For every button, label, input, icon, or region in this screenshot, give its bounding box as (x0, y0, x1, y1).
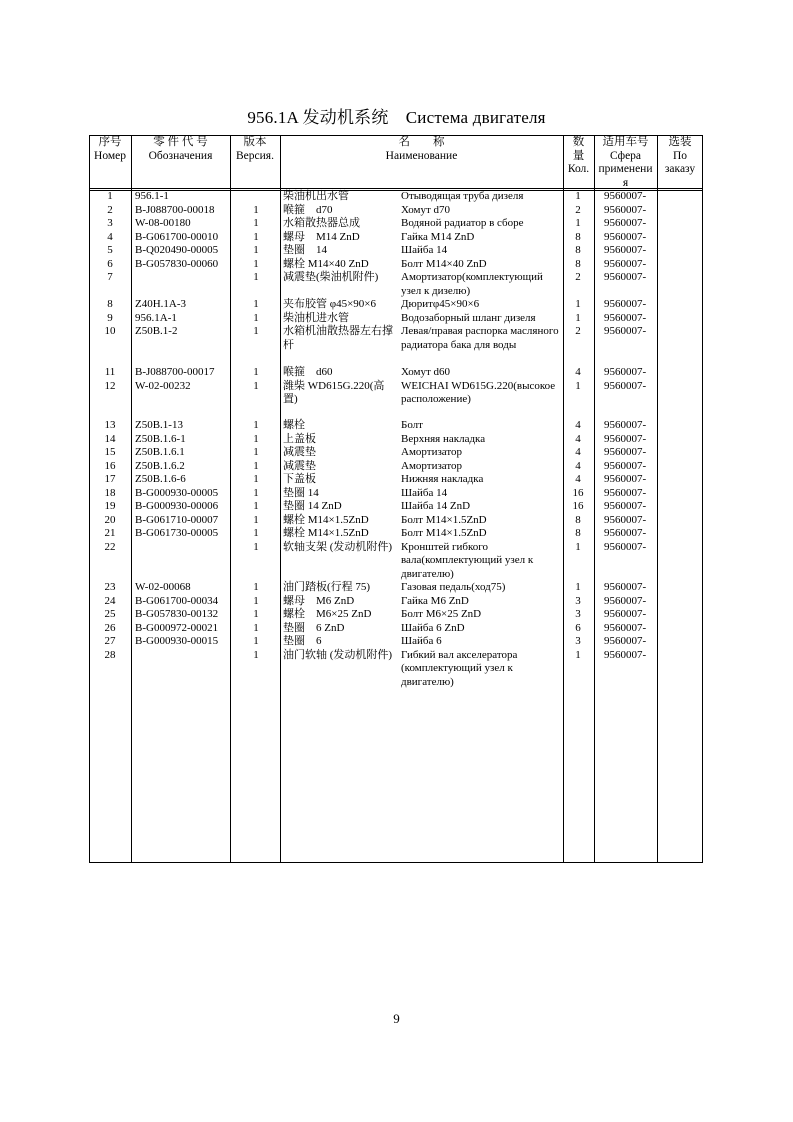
header-optional-l1: 选装 (668, 136, 692, 148)
header-application-l4: я (622, 176, 629, 189)
row-application: 9560007- (604, 608, 647, 620)
row-version: 1 (253, 635, 259, 647)
row-name-ru: Водозаборный шланг дизеля (401, 311, 536, 324)
row-application: 9560007- (604, 325, 647, 337)
row-name-cn: 螺母 M14 ZnD (283, 230, 360, 243)
row-number: 7 (107, 271, 113, 283)
row-name-ru: WEICHAI WD615G.220(высокое расположение) (401, 379, 556, 405)
row-application: 9560007- (604, 298, 647, 310)
row-quantity: 1 (575, 379, 581, 392)
row-number: 12 (104, 379, 116, 392)
row-name-cn: 上盖板 (283, 432, 316, 445)
row-version: 1 (253, 594, 259, 607)
row-name-cn: 软轴支架 (发动机附件) (283, 540, 393, 553)
row-name-ru: Болт M14×40 ZnD (401, 257, 487, 270)
row-version: 1 (253, 486, 259, 499)
row-quantity: 3 (575, 635, 581, 647)
row-application: 9560007- (604, 527, 647, 539)
row-number: 19 (104, 500, 116, 512)
row-name-cn: 减震垫(柴油机附件) (283, 271, 379, 283)
row-application: 9560007- (604, 459, 647, 472)
row-number: 10 (104, 325, 116, 337)
row-number: 4 (107, 230, 113, 243)
row-quantity: 3 (575, 594, 581, 607)
row-name-ru: Амортизатор (401, 459, 463, 472)
row-application: 9560007- (604, 540, 647, 553)
row-number: 6 (107, 257, 113, 270)
row-name-cn: 垫圈 14 (283, 486, 319, 499)
row-application: 9560007- (604, 311, 647, 324)
header-optional-l2: По (672, 149, 688, 162)
header-application-l2: Сфера (609, 149, 642, 162)
row-application: 9560007- (604, 379, 647, 392)
row-version: 1 (253, 419, 259, 431)
row-number: 23 (104, 581, 116, 593)
row-name-ru: Шайба 14 (401, 486, 448, 499)
row-name-ru: Водяной радиатор в сборе (401, 217, 524, 229)
row-code: W-02-00068 (135, 581, 191, 593)
row-name-cn: 螺栓 M14×1.5ZnD (283, 527, 369, 539)
row-number: 11 (104, 366, 116, 378)
row-application: 9560007- (604, 203, 647, 216)
row-quantity: 1 (575, 311, 581, 324)
row-version: 1 (253, 271, 259, 283)
header-version-cn: 版本 (243, 136, 267, 148)
row-number: 3 (107, 217, 113, 229)
row-name-cn: 下盖板 (283, 473, 316, 485)
row-application: 9560007- (604, 217, 647, 229)
row-number: 24 (104, 594, 116, 607)
row-name-ru: Газовая педаль(ход75) (401, 581, 506, 593)
row-code: B-G061710-00007 (135, 513, 219, 526)
header-quantity-l2: 量 (572, 149, 585, 162)
row-number: 8 (107, 298, 113, 310)
row-quantity: 8 (575, 244, 581, 256)
row-name-ru: Левая/правая распорка масляного радиатора бака для воды (401, 325, 559, 351)
row-name-ru: Нижняя накладка (401, 473, 484, 485)
row-name-ru: Хомут d70 (401, 203, 451, 216)
row-version: 1 (253, 311, 259, 324)
row-name-cn: 垫圈 6 ZnD (283, 621, 345, 634)
row-version: 1 (253, 432, 259, 445)
row-quantity: 3 (575, 608, 581, 620)
row-code: B-J088700-00018 (135, 203, 215, 216)
row-code: B-G000972-00021 (135, 621, 219, 634)
row-quantity: 4 (575, 459, 581, 472)
row-name-ru: Отыводящая труба дизеля (401, 190, 524, 202)
header-code-cn: 零 件 代 号 (153, 136, 208, 148)
row-version: 1 (253, 513, 259, 526)
row-name-cn: 垫圈 14 (283, 244, 327, 256)
header-optional-l3: заказу (664, 163, 696, 175)
row-quantity: 16 (572, 500, 584, 512)
row-number: 17 (104, 473, 116, 485)
row-name-ru: Гайка M6 ZnD (401, 594, 469, 607)
row-name-ru: Амортизатор (401, 446, 463, 458)
header-version (230, 136, 280, 163)
parts-table (89, 135, 703, 863)
row-application: 9560007- (604, 257, 647, 270)
row-quantity: 4 (575, 419, 581, 431)
row-quantity: 8 (575, 513, 581, 526)
row-name-cn: 垫圈 14 ZnD (283, 500, 342, 512)
row-name-cn: 螺母 M6 ZnD (283, 594, 355, 607)
header-quantity-l1: 数 (572, 136, 585, 148)
row-code: Z50B.1.6.1 (135, 446, 185, 458)
row-quantity: 16 (572, 486, 584, 499)
row-name-ru: Гибкий вал акселератора (комплектующий узел к двигателю) (401, 648, 518, 688)
row-quantity: 4 (575, 366, 581, 378)
row-application: 9560007- (604, 648, 647, 661)
row-name-ru: Верхняя накладка (401, 432, 486, 445)
row-name-cn: 螺栓 M14×40 ZnD (283, 257, 369, 270)
header-version-ru: Версия. (236, 149, 274, 162)
row-version: 1 (253, 203, 259, 216)
row-number: 25 (104, 608, 116, 620)
row-number: 27 (104, 635, 116, 647)
row-code: B-G061730-00005 (135, 527, 219, 539)
row-code: W-02-00232 (135, 379, 191, 392)
row-name-cn: 减震垫 (283, 446, 316, 458)
row-code: B-G057830-00060 (135, 257, 219, 270)
row-version: 1 (253, 500, 259, 512)
row-name-ru: Гайка M14 ZnD (401, 230, 475, 243)
row-code: Z50B.1-13 (135, 419, 183, 431)
row-name-ru: Дюритφ45×90×6 (401, 298, 480, 310)
row-name-ru: Шайба 14 (401, 244, 448, 256)
row-version: 1 (253, 325, 259, 337)
row-application: 9560007- (604, 432, 647, 445)
row-name-cn: 喉箍 d70 (283, 203, 333, 216)
row-quantity: 1 (575, 217, 581, 229)
row-number: 14 (104, 432, 116, 445)
row-application: 9560007- (604, 366, 647, 378)
row-application: 9560007- (604, 513, 647, 526)
row-version: 1 (253, 217, 259, 229)
row-code: 956.1-1 (135, 190, 169, 202)
header-number-cn: 序号 (98, 136, 122, 148)
row-version: 1 (253, 581, 259, 593)
row-quantity: 2 (575, 325, 581, 337)
row-name-cn: 水箱机油散热器左右撑杆 (283, 325, 393, 351)
row-quantity: 8 (575, 527, 581, 539)
row-quantity: 2 (575, 203, 581, 216)
row-number: 15 (104, 446, 116, 458)
row-name-cn: 螺栓 (283, 419, 305, 431)
row-version: 1 (253, 540, 259, 553)
row-name-cn: 潍柴 WD615G.220(高置) (283, 379, 385, 405)
row-application: 9560007- (604, 244, 647, 256)
row-quantity: 1 (575, 648, 581, 661)
row-name-cn: 水箱散热器总成 (283, 217, 360, 229)
row-name-cn: 油门踏板(行程 75) (283, 581, 371, 593)
row-code: Z50B.1.6-1 (135, 432, 186, 445)
row-version: 1 (253, 366, 259, 378)
row-quantity: 1 (575, 190, 581, 202)
row-number: 16 (104, 459, 116, 472)
header-name (280, 136, 563, 163)
row-code: Z50B.1.6-6 (135, 473, 186, 485)
row-version: 1 (253, 257, 259, 270)
row-code: B-G000930-00006 (135, 500, 219, 512)
row-code: B-Q020490-00005 (135, 244, 219, 256)
row-version: 1 (253, 379, 259, 392)
row-name-cn: 螺栓 M14×1.5ZnD (283, 513, 369, 526)
row-version: 1 (253, 446, 259, 458)
row-application: 9560007- (604, 594, 647, 607)
row-version: 1 (253, 459, 259, 472)
column-divider (594, 135, 595, 863)
row-code: Z50B.1.6.2 (135, 459, 185, 472)
row-application: 9560007- (604, 419, 647, 431)
row-name-ru: Болт M14×1.5ZnD (401, 513, 487, 526)
row-quantity: 8 (575, 257, 581, 270)
row-quantity: 4 (575, 432, 581, 445)
row-number: 5 (107, 244, 113, 256)
row-name-ru: Хомут d60 (401, 366, 451, 378)
row-quantity: 4 (575, 473, 581, 485)
row-application: 9560007- (604, 500, 647, 512)
row-quantity: 8 (575, 230, 581, 243)
row-code: Z40H.1A-3 (135, 298, 187, 310)
column-divider (280, 135, 281, 863)
row-number: 26 (104, 621, 116, 634)
row-application: 9560007- (604, 581, 647, 593)
row-application: 9560007- (604, 271, 647, 283)
row-number: 20 (104, 513, 116, 526)
row-code: B-G000930-00015 (135, 635, 219, 647)
row-name-ru: Кронштей гибкого вала(комплектующий узел к двигателю) (401, 540, 534, 580)
row-code: Z50B.1-2 (135, 325, 178, 337)
row-quantity: 6 (575, 621, 581, 634)
page-title: 956.1A 发动机系统 Система двигателя (247, 108, 546, 127)
header-code (131, 136, 230, 163)
row-application: 9560007- (604, 190, 647, 202)
row-version: 1 (253, 244, 259, 256)
page-number: 9 (393, 1011, 400, 1026)
row-name-ru: Болт M14×1.5ZnD (401, 527, 487, 539)
row-version: 1 (253, 527, 259, 539)
header-number-ru: Номер (94, 149, 126, 162)
row-version: 1 (253, 621, 259, 634)
header-application-l1: 适用车号 (602, 136, 649, 148)
header-name-cn: 名 称 (398, 136, 445, 148)
row-number: 9 (107, 311, 113, 324)
header-application-l3: применени (598, 163, 653, 175)
row-number: 18 (104, 486, 116, 499)
row-version: 1 (253, 298, 259, 310)
row-application: 9560007- (604, 621, 647, 634)
row-number: 13 (104, 419, 116, 431)
row-code: W-08-00180 (135, 217, 191, 229)
row-quantity: 1 (575, 298, 581, 310)
header-number (89, 136, 131, 163)
row-application: 9560007- (604, 473, 647, 485)
row-code: B-G061700-00034 (135, 594, 219, 607)
row-version: 1 (253, 648, 259, 661)
row-name-cn: 夹布胶管 φ45×90×6 (283, 298, 377, 310)
row-code: B-G057830-00132 (135, 608, 219, 620)
header-application (594, 136, 657, 190)
header-name-ru: Наименование (385, 149, 458, 162)
row-name-cn: 油门软轴 (发动机附件) (283, 648, 393, 661)
row-name-ru: Шайба 14 ZnD (401, 500, 471, 512)
row-quantity: 1 (575, 581, 581, 593)
row-quantity: 1 (575, 540, 581, 553)
header-optional (657, 136, 703, 177)
row-code: B-G000930-00005 (135, 486, 219, 499)
row-quantity: 2 (575, 271, 581, 283)
row-version: 1 (253, 230, 259, 243)
row-code: B-G061700-00010 (135, 230, 219, 243)
row-name-cn: 减震垫 (283, 459, 316, 472)
row-version: 1 (253, 608, 259, 620)
row-number: 21 (104, 527, 116, 539)
header-quantity (563, 136, 594, 177)
row-quantity: 4 (575, 446, 581, 458)
row-number: 28 (104, 648, 116, 661)
row-name-cn: 柴油机出水管 (283, 190, 349, 202)
row-application: 9560007- (604, 446, 647, 458)
column-divider (131, 135, 132, 863)
row-name-ru: Шайба 6 ZnD (401, 621, 465, 634)
row-application: 9560007- (604, 635, 647, 647)
row-name-cn: 柴油机进水管 (283, 311, 349, 324)
row-name-cn: 螺栓 M6×25 ZnD (283, 608, 372, 620)
row-code: 956.1A-1 (135, 311, 177, 324)
row-number: 2 (107, 203, 113, 216)
row-name-ru: Шайба 6 (401, 635, 442, 647)
row-name-ru: Болт (401, 419, 423, 431)
header-code-ru: Обозначения (148, 149, 213, 162)
header-quantity-l3: Кол. (567, 163, 590, 175)
row-name-ru: Амортизатор(комплектующий узел к дизелю) (401, 271, 543, 297)
row-application: 9560007- (604, 230, 647, 243)
row-version: 1 (253, 473, 259, 485)
row-number: 1 (107, 190, 113, 202)
row-name-cn: 喉箍 d60 (283, 366, 333, 378)
row-name-ru: Болт M6×25 ZnD (401, 608, 482, 620)
row-name-cn: 垫圈 6 (283, 635, 322, 647)
row-code: B-J088700-00017 (135, 366, 215, 378)
row-application: 9560007- (604, 486, 647, 499)
row-number: 22 (104, 540, 116, 553)
